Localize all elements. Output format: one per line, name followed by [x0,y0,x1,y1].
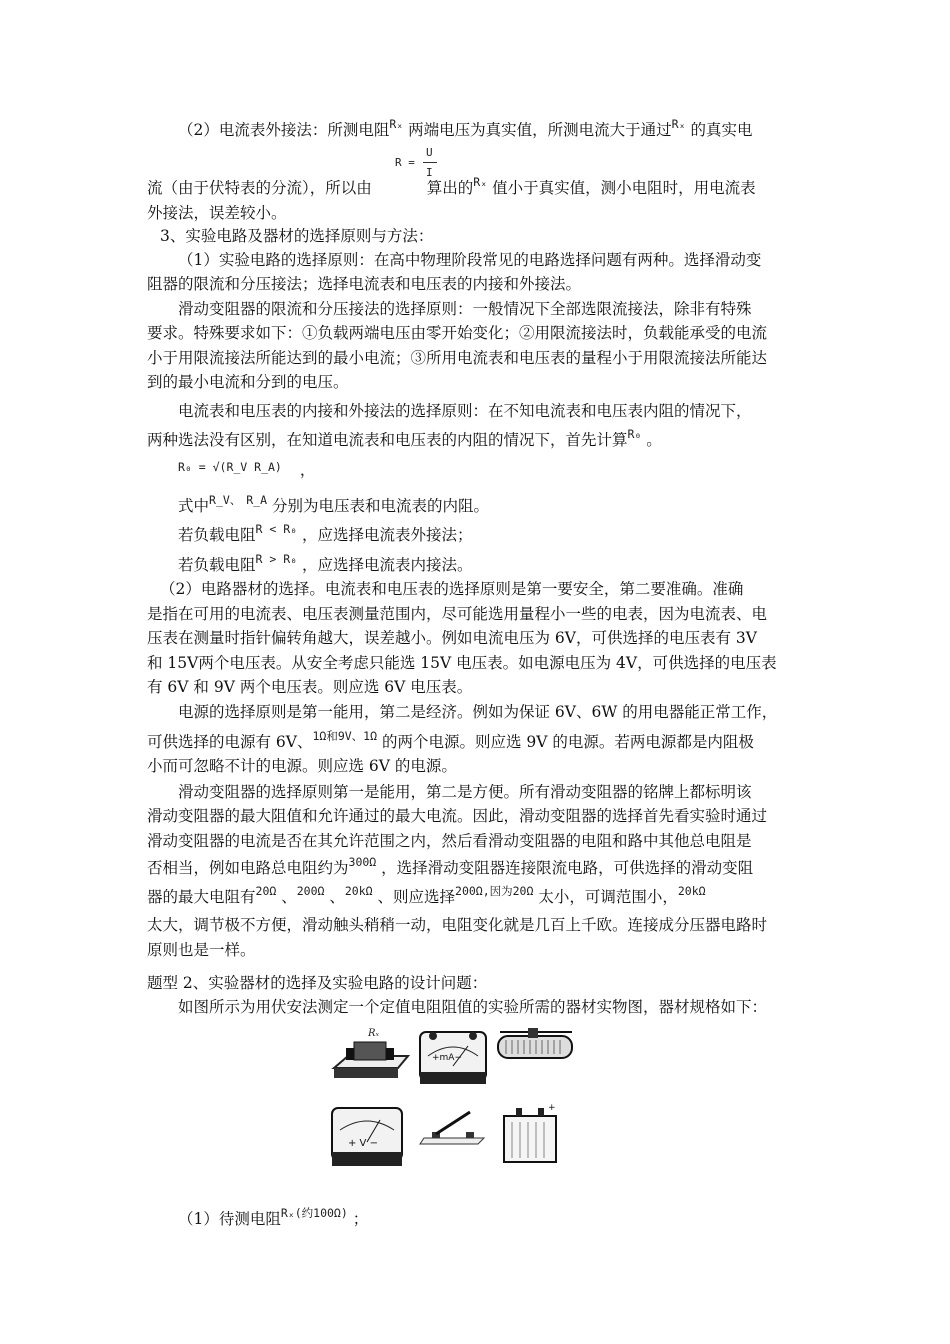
text-segment: 若负载电阻 [178,526,256,544]
text-line: 阻器的限流和分压接法；选择电流表和电压表的内接和外接法。 [147,275,582,293]
resistance-value: 20kΩ [344,885,373,898]
resistance-value: 20kΩ [677,885,706,898]
figure-label-v: + V − [348,1138,378,1149]
text-line: 到的最小电流和分到的电压。 [147,373,349,391]
resistance-value: 300Ω [348,856,377,869]
resistance-value: 20Ω [255,885,277,898]
text-line: 压表在测量时指针偏转角越大，误差越小。例如电流电压为 6V，可供选择的电压表有 3V [147,629,757,647]
condition-greater: R > R₀ [255,553,298,566]
formula-line [178,458,807,483]
para-line-2 [147,176,807,201]
text-segment: 分别为电压表和电流表的内阻。 [267,497,489,515]
text-line [178,553,807,578]
text-segment: ， [299,461,316,479]
para-line-3: 外接法，误差较小。 [147,204,287,222]
text-line [147,856,807,881]
milliammeter-illustration [420,1032,486,1084]
text-segment: （1）待测电阻 [178,1210,281,1228]
switch-illustration [420,1112,484,1144]
text-segment: 器的最大电阻有 [147,888,256,906]
text-segment: 可供选择的电源有 6V、 [147,733,313,751]
formula-r-label: R = [395,156,415,169]
text-line: 滑动变阻器的限流和分压接法的选择原则：一般情况下全部选限流接法，除非有特殊 [178,300,752,318]
text-line: （2）电路器材的选择。电流表和电压表的选择原则是第一要安全，第二要准确。准确 [160,580,744,598]
text-segment: ； [347,1210,369,1228]
resistance-value: 200Ω [296,885,325,898]
figure-label-rx: Rₓ [368,1028,380,1039]
text-segment: 的真实电 [685,121,753,139]
text-line [147,428,807,453]
text-segment: 的两个电源。则应选 9V 的电源。若两电源都是内阻极 [377,733,754,751]
text-segment: 流（由于伏特表的分流），所以由 [147,179,372,197]
text-segment: 、 [324,888,345,906]
text-line: 电源的选择原则是第一能用，第二是经济。例如为保证 6V、6W 的用电器能正常工作， [178,703,778,721]
r0-symbol: R₀ [627,428,642,441]
text-line: 滑动变阻器的最大阻值和允许通过的最大电流。因此，滑动变阻器的选择首先看实验时通过 [147,807,768,825]
resistor-illustration [334,1028,408,1078]
rv-symbol: R_V、 [209,494,242,507]
condition-less: R < R₀ [255,523,298,536]
text-segment: 式中 [178,497,210,515]
formula-denominator: I [426,166,433,179]
text-line: 有 6V 和 9V 两个电压表。则应选 6V 电压表。 [147,678,473,696]
source-spec: 1Ω和9V、1Ω [312,730,378,743]
text-segment: 否相当，例如电路总电阻约为 [147,859,349,877]
resistance-value: 200Ω,因为20Ω [455,885,534,898]
text-line: （1）实验电路的选择原则：在高中物理阶段常见的电路选择问题有两种。选择滑动变 [178,251,762,269]
text-line [178,523,807,548]
formula-r0: R₀ = √(R_V R_A) [178,460,282,474]
formula-numerator: U [426,146,433,159]
text-segment: 、 [276,888,297,906]
equipment-figure [328,1020,582,1172]
text-line: 电流表和电压表的内接和外接法的选择原则：在不知电流表和电压表内阻的情况下， [178,402,752,420]
rx-symbol: Rₓ [473,176,488,189]
text-line: 小而可忽略不计的电源。则应选 6V 的电源。 [147,757,457,775]
voltmeter-illustration [332,1108,402,1166]
text-segment: 两种选法没有区别，在知道电流表和电压表的内阻的情况下，首先计算 [147,431,628,449]
text-segment: 若负载电阻 [178,556,256,574]
text-segment: 值小于真实值，测小电阻时，用电流表 [487,179,756,197]
text-line [178,1207,807,1232]
text-segment: 。 [641,431,662,449]
text-segment: 太小，可调范围小， [533,888,678,906]
text-line: 滑动变阻器的选择原则第一是能用，第二是方便。所有滑动变阻器的铭牌上都标明该 [178,783,752,801]
text-line: 小于用限流接法所能达到的最小电流；③所用电流表和电压表的量程小于用限流接法所能达 [147,349,768,367]
rx-approx: Rₓ(约100Ω) [280,1207,348,1220]
text-segment: 、则应选择 [372,888,456,906]
text-segment: （2）电流表外接法：所测电阻 [178,121,390,139]
svg-text:+: + [548,1103,556,1113]
text-line: 和 15V两个电压表。从安全考虑只能选 15V 电压表。如电源电压为 4V，可供选择的电压表 [147,654,777,672]
text-segment: ，选择滑动变阻器连接限流电路，可供选择的滑动变阻 [376,859,754,877]
rheostat-illustration [498,1028,572,1058]
fraction-bar [423,162,437,163]
text-line [178,494,807,519]
text-line: 要求。特殊要求如下：①负载两端电压由零开始变化；②用限流接法时，负载能承受的电流 [147,324,768,342]
text-line [147,730,807,755]
section-heading: 3、实验电路及器材的选择原则与方法： [160,227,434,245]
figure-label-ma: +mA− [432,1053,463,1063]
text-line: 原则也是一样。 [147,941,256,959]
para-line-1 [178,118,838,143]
text-line: 滑动变阻器的电流是否在其允许范围之内，然后看滑动变阻器的电阻和路中其他总电阻是 [147,832,752,850]
rx-symbol: Rₓ [389,118,404,131]
text-line: 如图所示为用伏安法测定一个定值电阻阻值的实验所需的器材实物图，器材规格如下： [178,998,768,1016]
text-line: 是指在可用的电流表、电压表测量范围内，尽可能选用量程小一些的电表，因为电流表、电 [147,605,768,623]
rx-symbol: Rₓ [671,118,686,131]
text-line [147,885,807,910]
section-heading: 题型 2、实验器材的选择及实验电路的设计问题： [147,974,488,992]
text-segment: 算出的 [426,179,474,197]
text-segment: ，应选择电流表内接法。 [297,556,473,574]
battery-illustration [504,1103,556,1162]
text-segment: 两端电压为真实值，所测电流大于通过 [403,121,672,139]
text-line: 太大，调节极不方便，滑动触头稍稍一动，电阻变化就是几百上千欧。连接成分压器电路时 [147,916,768,934]
ra-symbol: R_A [246,494,268,507]
text-segment: ，应选择电流表外接法； [297,526,473,544]
